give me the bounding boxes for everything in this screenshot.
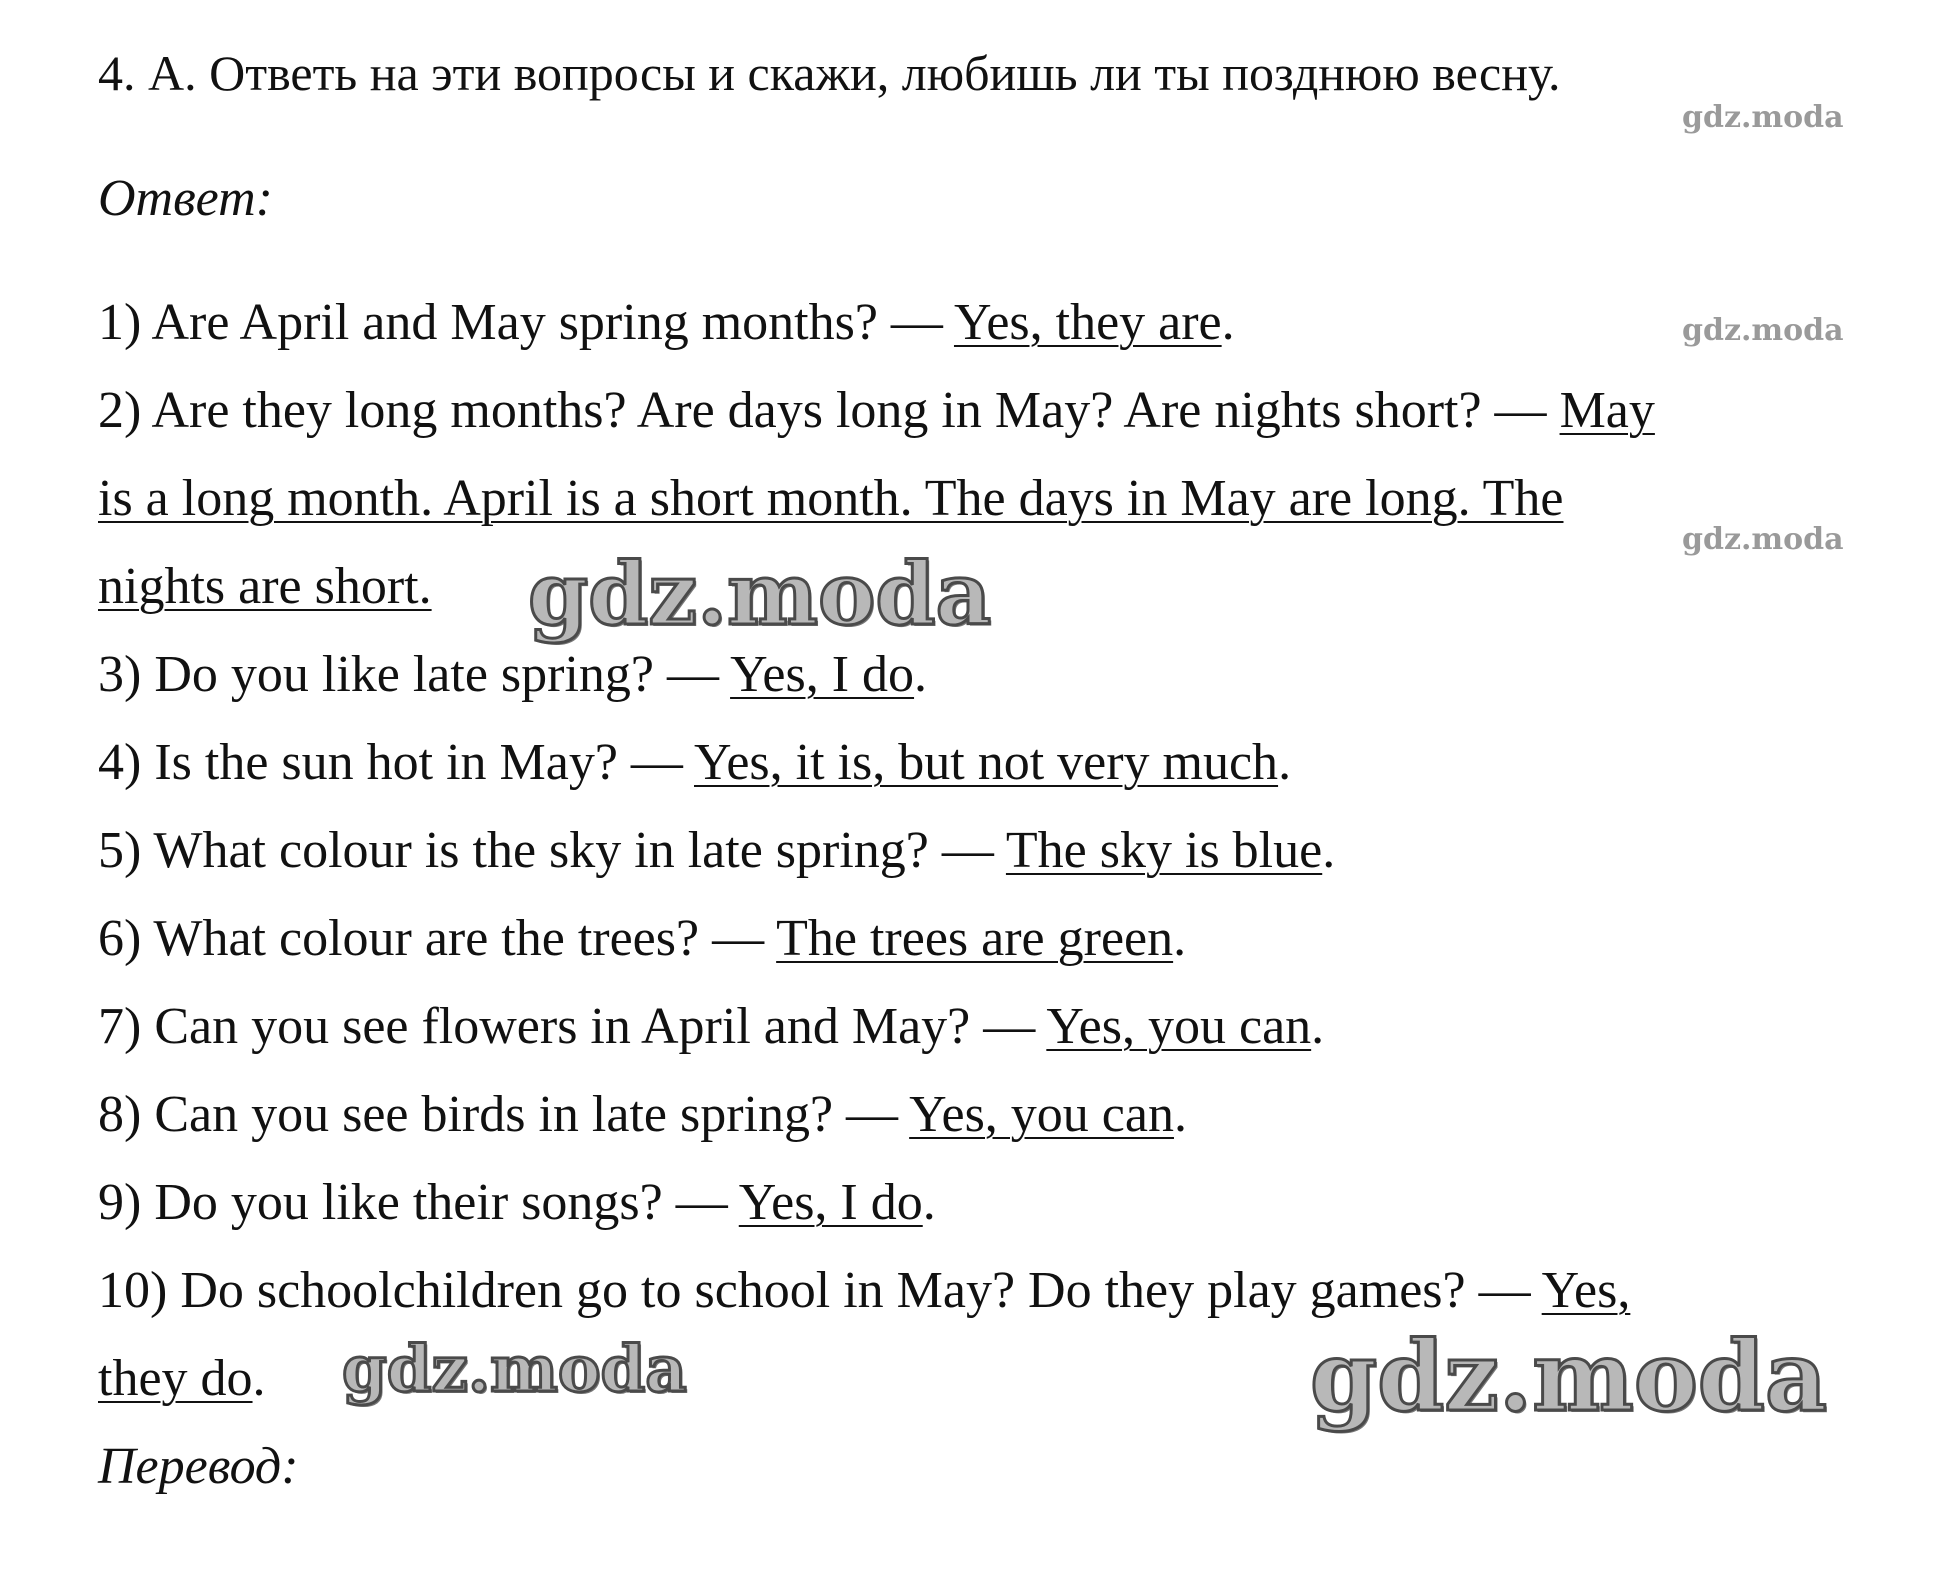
list-item: 7) Can you see flowers in April and May? — Yes, you can. [98, 998, 1325, 1055]
translation-label: Перевод: [98, 1438, 299, 1495]
answer-text: Yes, they are [953, 294, 1222, 351]
list-item: 4) Is the sun hot in May? — Yes, it is, but not very much. [98, 734, 1292, 791]
watermark: gdz.moda [528, 544, 992, 645]
answer-text: Yes, I do [738, 1174, 923, 1231]
question-text: 8) Can you see birds in late spring? — [98, 1086, 910, 1143]
answer-text: Yes, you can [909, 1086, 1174, 1143]
question-text: 3) Do you like late spring? — [98, 646, 731, 703]
list-item-continuation: they do. [98, 1350, 266, 1407]
question-text: 9) Do you like their songs? — [98, 1174, 739, 1231]
question-text: 4) Is the sun hot in May? — [98, 734, 694, 791]
list-item [98, 1258, 1630, 1324]
list-item: 9) Do you like their songs? — Yes, I do. [98, 1174, 936, 1231]
list-item: 5) What colour is the sky in late spring? — The sky is blue. [98, 822, 1336, 879]
list-item [98, 378, 1655, 444]
question-text: 6) What colour are the trees? — [98, 910, 777, 967]
list-item-continuation [98, 554, 432, 620]
list-item-continuation [98, 466, 1563, 532]
question-text: 10) Do schoolchildren go to school in May? Do they play games? — [98, 1262, 1542, 1319]
list-item: 8) Can you see birds in late spring? — Yes, you can. [98, 1086, 1187, 1143]
list-item: 6) What colour are the trees? — The trees are green. [98, 910, 1187, 967]
watermark: gdz.moda [342, 1332, 687, 1407]
question-text: 2) Are they long months? Are days long in May? Are nights short? — [98, 382, 1560, 439]
task-heading: 4. А. Ответь на эти вопросы и скажи, любишь ли ты позднюю весну. [98, 45, 1561, 101]
watermark: gdz.moda [1682, 100, 1844, 135]
answer-text: they do [98, 1350, 253, 1407]
list-item: 1) Are April and May spring months? — Yes, they are. [98, 294, 1235, 351]
watermark: gdz.moda [1310, 1320, 1828, 1433]
answer-text: May [1559, 382, 1655, 439]
answer-text: is a long month. April is a short month. The days in May are long. The [98, 470, 1564, 527]
answer-text: Yes, it is, but not very much [694, 734, 1279, 791]
answer-text: Yes, you can [1046, 998, 1312, 1055]
question-text: 1) Are April and May spring months? — [98, 294, 954, 351]
list-item: 3) Do you like late spring? — Yes, I do. [98, 646, 928, 703]
answer-text: Yes, I do [730, 646, 915, 703]
answer-text: The sky is blue [1005, 822, 1323, 879]
answer-label: Ответ: [98, 170, 273, 227]
answer-text: The trees are green [776, 910, 1174, 967]
watermark: gdz.moda [1682, 522, 1844, 557]
answer-text: Yes, [1541, 1262, 1631, 1319]
question-text: 5) What colour is the sky in late spring? — [98, 822, 1006, 879]
answer-text: nights are short. [98, 558, 432, 615]
question-text: 7) Can you see flowers in April and May? — [98, 998, 1047, 1055]
watermark: gdz.moda [1682, 313, 1844, 348]
